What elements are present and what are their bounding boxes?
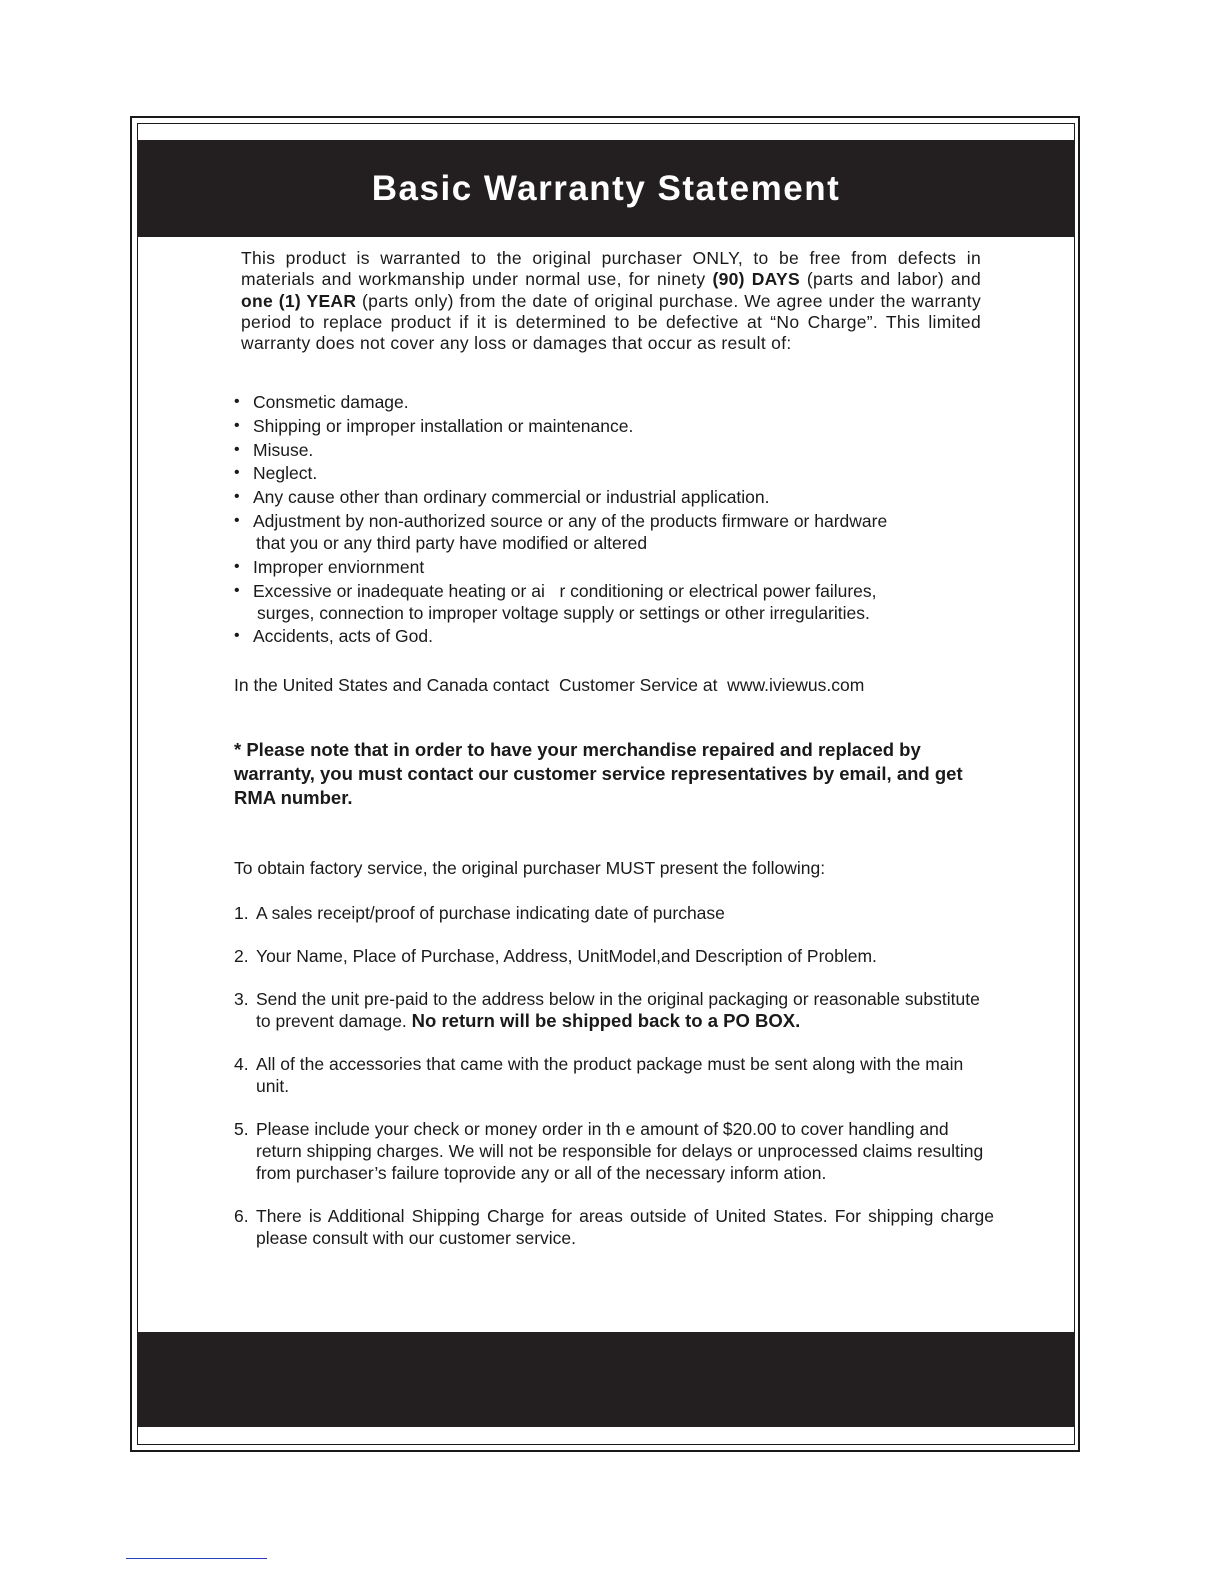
list-item [234,462,994,484]
list-item [234,988,994,1032]
list-item [234,439,994,461]
list-item-text: All of the accessories that came with the product package must be sent along with the main unit. [256,1054,964,1096]
list-item-text: • Any cause other than ordinary commercial or industrial application. [253,487,770,508]
list-item-text-cont: that you or any third party have modified or altered [256,532,648,553]
list-item [234,580,994,624]
list-item-text: • Improper enviornment [253,556,425,577]
list-item-text: • Consmetic damage. [253,392,409,412]
list-item-text: • Accidents, acts of God. [253,626,433,647]
factory-service-heading: To obtain factory service, the original purchaser MUST present the following: [234,858,826,878]
list-item [234,902,994,924]
intro-text-3: (parts only) from the date of original purchase. We agree under the warranty period to replace product if it is determined to be defective at “No Charge”. This limited warranty does not cover any loss or damages that occur as result of: [241,290,981,354]
list-item-text: • Adjustment by non-authorized source or any of the products firmware or hardware [253,510,888,531]
list-item-bold: No return will be shipped back to a PO BOX. [411,1010,801,1031]
requirements-list [234,902,994,1249]
list-item-number: 5. [234,1119,249,1139]
exclusions-list [234,391,994,649]
intro-bold-year: one (1) YEAR [241,290,357,311]
list-item-text: Please include your check or money order in th e amount of $20.00 to cover handling and return shipping charges. We will not be responsible for delays or unprocessed claims resulting from purchaser’s failure toprovide any or all of the necessary inform ation. [256,1119,984,1183]
footnote-rule [126,1558,267,1559]
intro-text-1: This product is warranted to the original purchaser ONLY, to be free from defects in materials and workmanship under normal use, for ninety [241,248,981,290]
rma-note: * Please note that in order to have your merchandise repaired and replaced by warranty, you must contact our customer service representatives by email, and get RMA number. [234,739,963,808]
list-item [234,945,994,967]
intro-text-2: (parts and labor) and [799,269,981,290]
list-item [234,391,994,413]
list-item-text: There is Additional Shipping Charge for areas outside of United States. For shipping charge please consult with our customer service. [256,1206,994,1248]
warranty-intro [241,248,981,354]
list-item-text: Your Name, Place of Purchase, Address, UnitModel,and Description of Problem. [256,946,877,966]
footer-banner [137,1332,1075,1427]
list-item-text: • Misuse. [253,439,314,460]
list-item [234,1118,994,1184]
list-item [234,556,994,578]
intro-bold-days: (90) DAYS [712,269,800,290]
list-item-number: 1. [234,903,249,923]
list-item-number: 4. [234,1054,249,1074]
list-item-number: 6. [234,1206,249,1226]
contact-line: In the United States and Canada contact Customer Service at www.iviewus.com [234,675,865,695]
list-item [234,510,994,554]
list-item-number: 3. [234,989,249,1009]
list-item-number: 2. [234,946,249,966]
list-item-text-cont: surges, connection to improper voltage supply or settings or other irregularities. [257,602,870,623]
list-item [234,1053,994,1097]
list-item-text: • Shipping or improper installation or maintenance. [253,415,634,436]
list-item-text: A sales receipt/proof of purchase indicating date of purchase [256,903,725,923]
page-title: Basic Warranty Statement [371,168,841,208]
list-item [234,1205,994,1249]
list-item-text: • Excessive or inadequate heating or ai r conditioning or electrical power failures, [253,580,877,601]
list-item [234,625,994,647]
list-item-text: • Neglect. [253,463,318,484]
list-item [234,415,994,437]
list-item [234,486,994,508]
title-banner [137,140,1075,237]
list-item-text: Send the unit pre-paid to the address below in the original packaging or reasonable substitute to prevent damage. [256,989,980,1031]
